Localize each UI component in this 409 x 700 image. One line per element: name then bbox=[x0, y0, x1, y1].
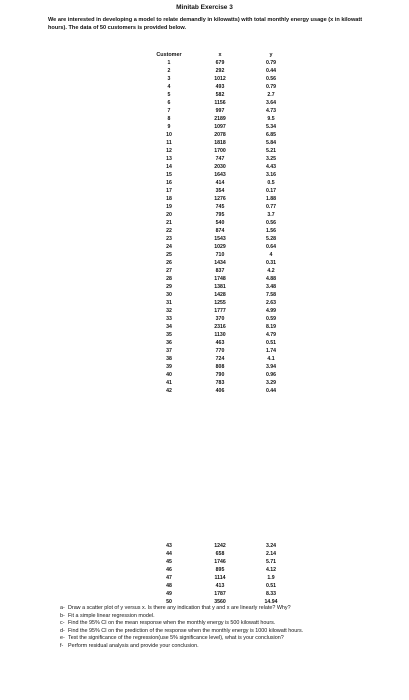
cell-y: 0.56 bbox=[265, 220, 277, 226]
cell-x: 895 bbox=[215, 567, 225, 573]
cell-y: 0.59 bbox=[265, 316, 277, 322]
question-text: Find the 95% CI on the prediction of the response when the monthly energy is 1000 kilowatt hours. bbox=[68, 627, 304, 634]
cell-y: 0.51 bbox=[265, 340, 277, 346]
cell-customer: 29 bbox=[166, 284, 172, 290]
cell-x: 658 bbox=[215, 551, 225, 557]
table-row bbox=[148, 211, 292, 219]
question-item bbox=[60, 605, 380, 613]
table-row bbox=[148, 307, 292, 315]
table-row bbox=[148, 275, 292, 283]
table-row bbox=[148, 363, 292, 371]
cell-customer: 31 bbox=[166, 300, 172, 306]
cell-customer: 13 bbox=[166, 156, 172, 162]
table-row bbox=[148, 558, 292, 566]
table-row bbox=[148, 187, 292, 195]
document-title: Minitab Exercise 3 bbox=[176, 4, 233, 11]
cell-customer: 20 bbox=[166, 212, 172, 218]
question-text: Find the 95% CI on the mean response when the monthly energy is 500 kilowatt hours. bbox=[68, 620, 276, 627]
cell-x: 463 bbox=[215, 340, 225, 346]
cell-x: 540 bbox=[215, 220, 225, 226]
cell-x: 1434 bbox=[214, 260, 226, 266]
cell-x: 1381 bbox=[214, 284, 226, 290]
cell-customer: 35 bbox=[166, 332, 172, 338]
cell-x: 795 bbox=[215, 212, 225, 218]
cell-customer: 37 bbox=[166, 348, 172, 354]
cell-customer: 34 bbox=[166, 324, 172, 330]
table-row bbox=[148, 387, 292, 395]
table-row bbox=[148, 259, 292, 267]
cell-y: 0.56 bbox=[265, 76, 277, 82]
cell-y: 3.7 bbox=[267, 212, 275, 218]
question-item bbox=[60, 643, 380, 651]
cell-y: 1.88 bbox=[265, 196, 277, 202]
table-row bbox=[148, 219, 292, 227]
cell-x: 406 bbox=[215, 388, 225, 394]
cell-customer: 18 bbox=[166, 196, 172, 202]
table-row bbox=[148, 75, 292, 83]
cell-customer: 38 bbox=[166, 356, 172, 362]
header-x: x bbox=[218, 52, 222, 58]
table-row bbox=[148, 315, 292, 323]
cell-y: 5.21 bbox=[265, 148, 277, 154]
cell-customer: 3 bbox=[167, 76, 171, 82]
table-row bbox=[148, 251, 292, 259]
table-row bbox=[148, 179, 292, 187]
question-item bbox=[60, 628, 380, 636]
question-marker: a- bbox=[60, 605, 65, 611]
question-item bbox=[60, 613, 380, 621]
cell-x: 414 bbox=[215, 180, 225, 186]
cell-y: 5.34 bbox=[265, 124, 277, 130]
question-text: Draw a scatter plot of y versus x. Is there any indication that y and x are linearly relate? Why? bbox=[68, 605, 291, 611]
table-row bbox=[148, 107, 292, 115]
question-marker: f- bbox=[60, 642, 64, 649]
cell-y: 4.12 bbox=[265, 567, 277, 573]
cell-x: 747 bbox=[215, 156, 225, 162]
cell-x: 679 bbox=[215, 60, 225, 66]
cell-customer: 25 bbox=[166, 252, 172, 258]
cell-y: 0.44 bbox=[265, 68, 277, 74]
table-row bbox=[148, 355, 292, 363]
cell-x: 874 bbox=[215, 228, 225, 234]
cell-customer: 22 bbox=[166, 228, 172, 234]
cell-customer: 15 bbox=[166, 172, 172, 178]
table-row bbox=[148, 123, 292, 131]
cell-x: 582 bbox=[215, 92, 225, 98]
cell-customer: 26 bbox=[166, 260, 172, 266]
intro-paragraph: We are interested in developing a model to relate demandly in kilowatts) with total monthly energy usage (x in kilowatt hours). The data of 50 customers is provided below. bbox=[48, 17, 363, 31]
cell-y: 4.2 bbox=[267, 268, 275, 274]
data-table-bottom bbox=[148, 542, 292, 606]
cell-y: 3.16 bbox=[265, 172, 277, 178]
table-row bbox=[148, 542, 292, 550]
cell-x: 1746 bbox=[214, 559, 226, 565]
cell-y: 9.5 bbox=[267, 116, 275, 122]
question-item bbox=[60, 635, 380, 643]
cell-customer: 36 bbox=[166, 340, 172, 346]
cell-y: 2.63 bbox=[265, 300, 277, 306]
cell-customer: 16 bbox=[166, 180, 172, 186]
header-customer: Customer bbox=[156, 52, 182, 58]
cell-x: 1029 bbox=[214, 244, 226, 250]
table-row bbox=[148, 590, 292, 598]
cell-x: 745 bbox=[215, 204, 225, 210]
table-row bbox=[148, 582, 292, 590]
cell-customer: 48 bbox=[166, 583, 172, 589]
cell-customer: 8 bbox=[167, 116, 171, 122]
cell-customer: 19 bbox=[166, 204, 172, 210]
cell-x: 493 bbox=[215, 84, 225, 90]
cell-customer: 4 bbox=[167, 84, 171, 90]
cell-x: 1777 bbox=[214, 308, 226, 314]
cell-customer: 32 bbox=[166, 308, 172, 314]
cell-customer: 10 bbox=[166, 132, 172, 138]
table-row bbox=[148, 371, 292, 379]
question-item bbox=[60, 620, 380, 628]
cell-customer: 24 bbox=[166, 244, 172, 250]
table-row bbox=[148, 67, 292, 75]
cell-x: 2078 bbox=[214, 132, 226, 138]
cell-y: 0.96 bbox=[265, 372, 277, 378]
table-row bbox=[148, 379, 292, 387]
table-row bbox=[148, 566, 292, 574]
cell-x: 1787 bbox=[214, 591, 226, 597]
table-row bbox=[148, 227, 292, 235]
cell-x: 370 bbox=[215, 316, 225, 322]
cell-x: 1242 bbox=[214, 543, 226, 549]
cell-x: 1428 bbox=[214, 292, 226, 298]
question-text: Test the significance of the regression(use 5% significance level), what is your conclusion? bbox=[68, 635, 284, 642]
cell-y: 0.79 bbox=[265, 60, 277, 66]
table-row bbox=[148, 347, 292, 355]
cell-y: 2.7 bbox=[267, 92, 275, 98]
cell-y: 8.33 bbox=[265, 591, 277, 597]
cell-y: 1.9 bbox=[267, 575, 275, 581]
question-marker: c- bbox=[60, 620, 65, 627]
table-row bbox=[148, 574, 292, 582]
data-table-top bbox=[148, 51, 292, 395]
cell-y: 1.74 bbox=[265, 348, 277, 354]
cell-customer: 45 bbox=[166, 559, 172, 565]
cell-x: 413 bbox=[215, 583, 225, 589]
cell-y: 3.64 bbox=[265, 100, 277, 106]
cell-x: 292 bbox=[215, 68, 225, 74]
cell-y: 5.71 bbox=[265, 559, 277, 565]
cell-y: 0.77 bbox=[265, 204, 277, 210]
cell-x: 770 bbox=[215, 348, 225, 354]
cell-customer: 21 bbox=[166, 220, 172, 226]
cell-x: 1012 bbox=[214, 76, 226, 82]
cell-customer: 2 bbox=[167, 68, 171, 74]
table-row bbox=[148, 171, 292, 179]
table-row bbox=[148, 283, 292, 291]
cell-y: 8.19 bbox=[265, 324, 277, 330]
table-row bbox=[148, 147, 292, 155]
question-text: Perform residual analysis and provide your conclusion. bbox=[68, 642, 199, 649]
cell-customer: 47 bbox=[166, 575, 172, 581]
table-row bbox=[148, 131, 292, 139]
cell-y: 4.43 bbox=[265, 164, 277, 170]
table-row bbox=[148, 339, 292, 347]
cell-x: 1097 bbox=[214, 124, 226, 130]
cell-customer: 30 bbox=[166, 292, 172, 298]
cell-x: 1748 bbox=[214, 276, 226, 282]
cell-customer: 6 bbox=[167, 100, 171, 106]
cell-customer: 7 bbox=[167, 108, 171, 114]
table-row bbox=[148, 235, 292, 243]
cell-customer: 42 bbox=[166, 388, 172, 394]
cell-customer: 27 bbox=[166, 268, 172, 274]
cell-y: 3.94 bbox=[265, 364, 277, 370]
cell-x: 1543 bbox=[214, 236, 226, 242]
question-marker: d- bbox=[60, 627, 65, 634]
table-row bbox=[148, 115, 292, 123]
cell-customer: 23 bbox=[166, 236, 172, 242]
cell-y: 4.1 bbox=[267, 356, 275, 362]
cell-y: 3.29 bbox=[265, 380, 277, 386]
cell-y: 3.24 bbox=[265, 543, 277, 549]
cell-y: 5.28 bbox=[265, 236, 277, 242]
cell-x: 1156 bbox=[214, 100, 226, 106]
cell-x: 1130 bbox=[214, 332, 226, 338]
table-row bbox=[148, 83, 292, 91]
cell-y: 7.58 bbox=[265, 292, 277, 298]
table-row bbox=[148, 243, 292, 251]
question-list bbox=[60, 605, 380, 651]
cell-y: 4.99 bbox=[265, 308, 277, 314]
table-row bbox=[148, 155, 292, 163]
cell-x: 1818 bbox=[214, 140, 226, 146]
cell-y: 6.85 bbox=[265, 132, 277, 138]
table-row bbox=[148, 195, 292, 203]
cell-x: 790 bbox=[215, 372, 225, 378]
table-row bbox=[148, 203, 292, 211]
table-row bbox=[148, 163, 292, 171]
cell-x: 2030 bbox=[214, 164, 226, 170]
cell-customer: 40 bbox=[166, 372, 172, 378]
table-row bbox=[148, 139, 292, 147]
cell-y: 0.44 bbox=[265, 388, 277, 394]
cell-y: 5.84 bbox=[265, 140, 277, 146]
cell-x: 1700 bbox=[214, 148, 226, 154]
cell-customer: 44 bbox=[166, 551, 172, 557]
cell-customer: 49 bbox=[166, 591, 172, 597]
cell-x: 837 bbox=[215, 268, 225, 274]
cell-y: 2.14 bbox=[265, 551, 277, 557]
cell-y: 4.73 bbox=[265, 108, 277, 114]
table-row bbox=[148, 99, 292, 107]
cell-customer: 43 bbox=[166, 543, 172, 549]
header-y: y bbox=[269, 52, 273, 58]
cell-y: 4.88 bbox=[265, 276, 277, 282]
cell-customer: 11 bbox=[166, 140, 172, 146]
cell-x: 710 bbox=[215, 252, 225, 258]
cell-x: 1114 bbox=[214, 575, 226, 581]
cell-x: 2189 bbox=[214, 116, 226, 122]
table-row bbox=[148, 550, 292, 558]
question-marker: e- bbox=[60, 635, 65, 642]
cell-customer: 39 bbox=[166, 364, 172, 370]
cell-customer: 14 bbox=[166, 164, 172, 170]
cell-x: 783 bbox=[215, 380, 225, 386]
table-row bbox=[148, 59, 292, 67]
cell-y: 0.31 bbox=[265, 260, 277, 266]
cell-y: 0.79 bbox=[265, 84, 277, 90]
cell-y: 0.5 bbox=[267, 180, 275, 186]
cell-x: 1643 bbox=[214, 172, 226, 178]
cell-customer: 1 bbox=[167, 60, 171, 66]
cell-customer: 12 bbox=[166, 148, 172, 154]
cell-x: 2316 bbox=[214, 324, 226, 330]
cell-y: 0.51 bbox=[265, 583, 277, 589]
cell-customer: 33 bbox=[166, 316, 172, 322]
cell-customer: 28 bbox=[166, 276, 172, 282]
cell-x: 354 bbox=[215, 188, 225, 194]
table-row bbox=[148, 291, 292, 299]
cell-x: 724 bbox=[215, 356, 225, 362]
cell-y: 1.56 bbox=[265, 228, 277, 234]
cell-x: 997 bbox=[215, 108, 225, 114]
cell-y: 14.94 bbox=[264, 599, 278, 605]
cell-customer: 9 bbox=[167, 124, 171, 130]
cell-y: 4.79 bbox=[265, 332, 277, 338]
cell-customer: 5 bbox=[167, 92, 171, 98]
cell-y: 0.64 bbox=[265, 244, 277, 250]
question-marker: b- bbox=[60, 612, 65, 619]
table-row bbox=[148, 323, 292, 331]
cell-y: 3.48 bbox=[265, 284, 277, 290]
table-row bbox=[148, 91, 292, 99]
cell-customer: 50 bbox=[166, 599, 172, 605]
cell-y: 4 bbox=[269, 252, 273, 258]
cell-y: 0.17 bbox=[265, 188, 277, 194]
cell-customer: 46 bbox=[166, 567, 172, 573]
table-row bbox=[148, 299, 292, 307]
cell-x: 1276 bbox=[214, 196, 226, 202]
cell-y: 3.25 bbox=[265, 156, 277, 162]
cell-x: 808 bbox=[215, 364, 225, 370]
cell-x: 3560 bbox=[214, 599, 226, 605]
cell-customer: 41 bbox=[166, 380, 172, 386]
table-row bbox=[148, 267, 292, 275]
cell-x: 1255 bbox=[214, 300, 226, 306]
question-text: Fit a simple linear regression model. bbox=[68, 612, 155, 619]
table-row bbox=[148, 331, 292, 339]
cell-customer: 17 bbox=[166, 188, 172, 194]
